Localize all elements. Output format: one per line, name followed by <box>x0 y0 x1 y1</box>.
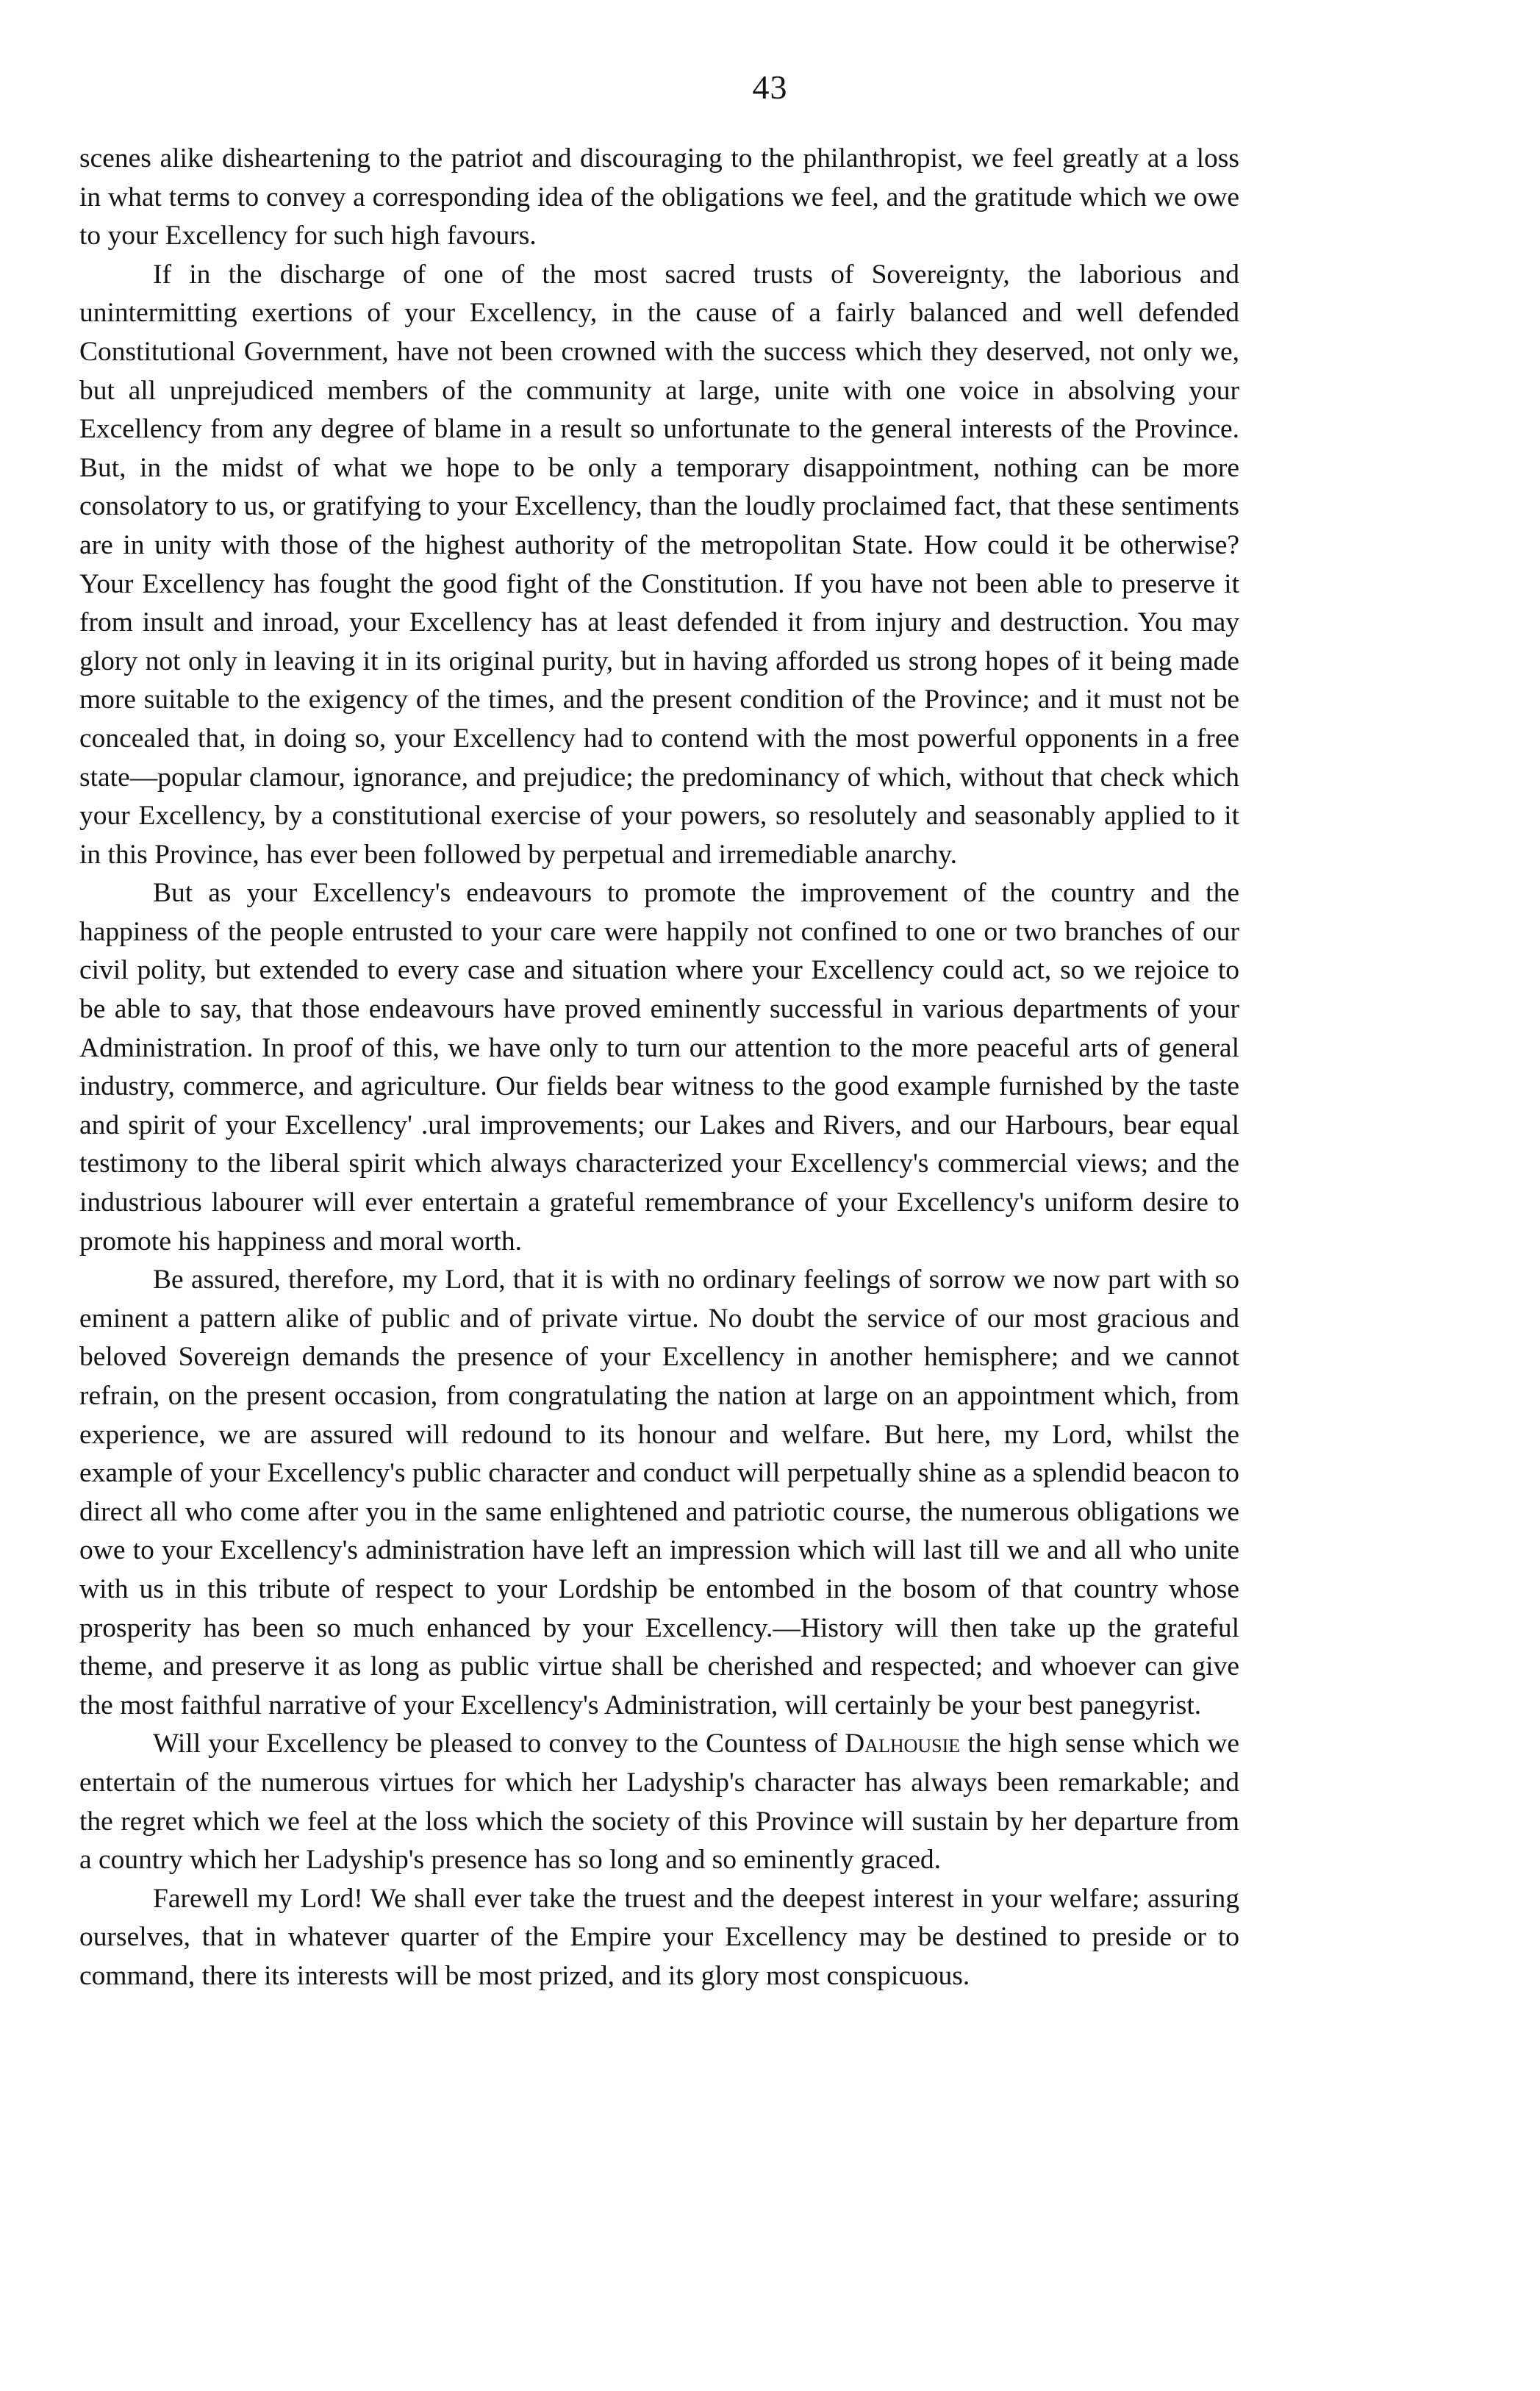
paragraph-constitution: If in the discharge of one of the most sacred trusts of Sovereignty, the laborious and unintermitting exertions of your Excellency, in the cause of a fairly balanced and well defended Constitutional Government, have not been crowned with the success which they deserved, not only we, but all unprejudiced members of the community at large, unite with one voice in absolving your Excellency from any degree of blame in a result so unfortunate to the general interests of the Province. But, in the midst of what we hope to be only a temporary disappointment, nothing can be more consolatory to us, or gratifying to your Excellency, than the loudly proclaimed fact, that these sentiments are in unity with those of the highest authority of the metropolitan State. How could it be otherwise? Your Excellency has fought the good fight of the Constitution. If you have not been able to preserve it from insult and inroad, your Excellency has at least defended it from injury and destruction. You may glory not only in leaving it in its original purity, but in having afforded us strong hopes of it being made more suitable to the exigency of the times, and the present condition of the Province; and it must not be concealed that, in doing so, your Excellency had to contend with the most powerful opponents in a free state—popular clamour, ignorance, and prejudice; the predominancy of which, without that check which your Excellency, by a constitutional exercise of your powers, so resolutely and seasonably applied to it in this Province, has ever been followed by perpetual and irremediable anarchy. <box>79 259 1239 870</box>
document-body <box>79 140 1239 1996</box>
page-number: 43 <box>752 68 788 106</box>
paragraph-countess <box>79 1725 1239 1879</box>
countess-text-after: the high sense which we entertain of the numerous virtues for which her Ladyship's character has always been remarkable; and the regret which we feel at the loss which the society of this Province will sustain by her departure from a country which her Ladyship's presence has so long and so eminently graced. <box>79 1729 1239 1876</box>
paragraph-improvements: But as your Excellency's endeavours to promote the improvement of the country and the happiness of the people entrusted to your care were happily not confined to one or two branches of our civil polity, but extended to every case and situation where your Excellency could act, so we rejoice to be able to say, that those endeavours have proved eminently successful in various departments of your Administration. In proof of this, we have only to turn our attention to the more peaceful arts of general industry, commerce, and agriculture. Our fields bear witness to the good example furnished by the taste and spirit of your Excellency' .ural improvements; our Lakes and Rivers, and our Harbours, bear equal testimony to the liberal spirit which always characterized your Excellency's commercial views; and the industrious labourer will ever entertain a grateful remembrance of your Excellency's uniform desire to promote his happiness and moral worth. <box>79 878 1239 1257</box>
countess-name: Dalhousie <box>845 1729 961 1759</box>
countess-text-before: Will your Excellency be pleased to convey to the Countess of <box>153 1729 845 1759</box>
paragraph-continuation: scenes alike disheartening to the patriot and discouraging to the philanthropist, we feel greatly at a loss in what terms to convey a corresponding idea of the obligations we feel, and the gratitude which we owe to your Excellency for such high favours. <box>79 143 1239 251</box>
paragraph-farewell-sorrow: Be assured, therefore, my Lord, that it is with no ordinary feelings of sorrow we now part with so eminent a pattern alike of public and of private virtue. No doubt the service of our most gracious and beloved Sovereign demands the presence of your Excellency in another hemisphere; and we cannot refrain, on the present occasion, from congratulating the nation at large on an appointment which, from experience, we are assured will redound to its honour and welfare. But here, my Lord, whilst the example of your Excellency's public character and conduct will perpetually shine as a splendid beacon to direct all who come after you in the same enlightened and patriotic course, the numerous obligations we owe to your Excellency's administration have left an impression which will last till we and all who unite with us in this tribute of respect to your Lordship be entombed in the bosom of that country whose prosperity has been so much enhanced by your Excellency.—History will then take up the grateful theme, and preserve it as long as public virtue shall be cherished and respected; and whoever can give the most faithful narrative of your Excellency's Administration, will certainly be your best panegyrist. <box>79 1265 1239 1720</box>
paragraph-closing: Farewell my Lord! We shall ever take the truest and the deepest interest in your welfare; assuring ourselves, that in whatever quarter of the Empire your Excellency may be destined to preside or to command, there its interests will be most prized, and its glory most conspicuous. <box>79 1883 1239 1991</box>
